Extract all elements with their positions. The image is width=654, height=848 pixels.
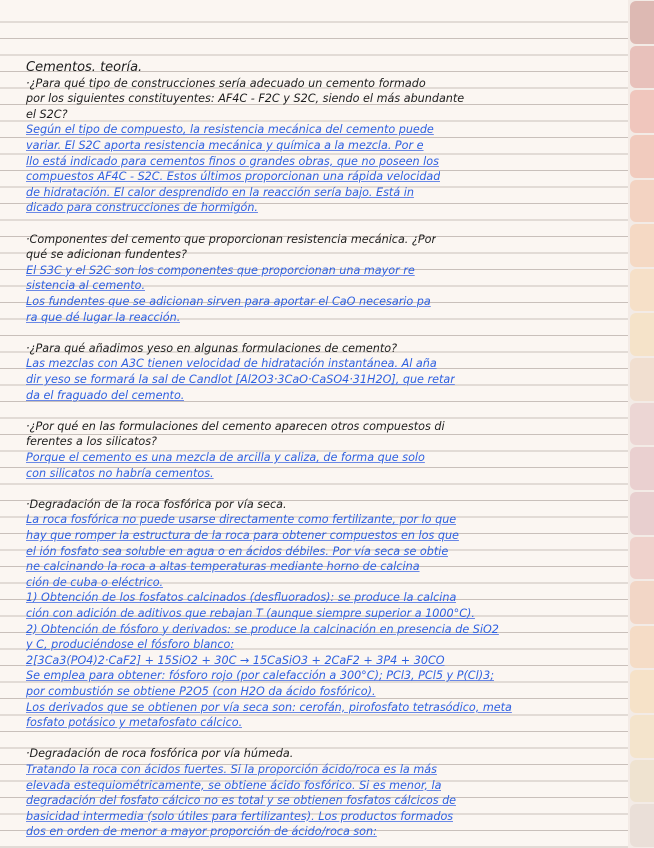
answer-text-line: basicidad intermedia (solo útiles para fertilizantes). Los productos formados (26, 809, 454, 823)
answer-text-line: el ión fosfato sea soluble en agua o en ácidos débiles. Por vía seca se obtie (26, 544, 449, 558)
question-text-line: ·¿Para qué añadimos yeso en algunas formulaciones de cemento? (26, 341, 398, 355)
answer-text-line: degradación del fosfato cálcico no es total y se obtienen fosfatos cálcicos de (26, 794, 457, 808)
question-text-line: ·Degradación de la roca fosfórica por vía seca. (26, 497, 287, 511)
section-tab[interactable] (630, 804, 654, 847)
answer-text-line: por combustión se obtiene P2O5 (con H2O da ácido fosfórico). (26, 685, 376, 698)
answer-text-line: hay que romper la estructura de la roca para obtener compuestos en los que (26, 529, 459, 542)
answer-text-line: 2[3Ca3(PO4)2·CaF2] + 15SiO2 + 30C → 15CaSiO3 + 2CaF2 + 3P4 + 30CO (26, 653, 445, 667)
answer-text-line: Las mezclas con A3C tienen velocidad de hidratación instantánea. Al aña (26, 357, 437, 371)
section-tab[interactable] (630, 492, 654, 535)
question-text-line: el S2C? (26, 107, 68, 121)
section-tab[interactable] (630, 46, 654, 89)
question-text-line: ferentes a los silicatos? (26, 435, 157, 449)
answer-text-line: da el fraguado del cemento. (26, 388, 185, 402)
answer-text-line: Según el tipo de compuesto, la resistencia mecánica del cemento puede (26, 123, 434, 137)
answer-text-line: ra que dé lugar la reacción. (26, 310, 181, 324)
notebook-tabs (628, 0, 654, 848)
answer-text-line: y C, produciéndose el fósforo blanco: (26, 638, 235, 652)
answer-text-line: dos en orden de menor a mayor proporción de ácido/roca son: (26, 825, 377, 839)
section-tab[interactable] (630, 358, 654, 401)
answer-text-line: ción con adición de aditivos que rebajan T (aunque siempre superior a 1000°C). (26, 607, 475, 620)
question-text-line: ·¿Para qué tipo de construcciones sería adecuado un cemento formado (26, 76, 426, 90)
section-tab[interactable] (630, 224, 654, 267)
question-text-line: ·Degradación de roca fosfórica por vía húmeda. (26, 747, 294, 761)
answer-text-line: Los derivados que se obtienen por vía seca son: cerofán, pirofosfato tetrasódico, meta (26, 700, 512, 714)
answer-text-line: con silicatos no habría cementos. (26, 466, 214, 480)
answer-text-line: sistencia al cemento. (26, 279, 146, 293)
section-tab[interactable] (630, 760, 654, 803)
section-tab[interactable] (630, 670, 654, 713)
answer-text-line: dir yeso se formará la sal de Candlot [Al2O3·3CaO·CaSO4·31H2O], que retar (26, 373, 455, 386)
answer-text-line: de hidratación. El calor desprendido en la reacción sería bajo. Está in (26, 185, 414, 199)
answer-text-line: elevada estequiométricamente, se obtiene ácido fosfórico. Si es menor, la (26, 778, 442, 792)
answer-text-line: ción de cuba o eléctrico. (26, 575, 164, 589)
section-tab[interactable] (630, 90, 654, 133)
section-tab[interactable] (630, 537, 654, 580)
answer-text-line: compuestos AF4C - S2C. Estos últimos proporcionan una rápida velocidad (26, 170, 441, 184)
page-title: Cementos. teoría. (26, 60, 143, 75)
section-tab[interactable] (630, 715, 654, 758)
question-text-line: qué se adicionan fundentes? (26, 248, 187, 262)
answer-text-line: dicado para construcciones de hormigón. (26, 201, 258, 215)
section-tab[interactable] (630, 626, 654, 669)
answer-text-line: La roca fosfórica no puede usarse directamente como fertilizante, por lo que (26, 513, 457, 527)
question-text-line: ·¿Por qué en las formulaciones del cemento aparecen otros compuestos di (26, 419, 445, 433)
section-tab[interactable] (630, 403, 654, 446)
section-tab[interactable] (630, 581, 654, 624)
section-tab[interactable] (630, 135, 654, 178)
section-tab[interactable] (630, 1, 654, 44)
answer-text-line: Se emplea para obtener: fósforo rojo (por calefacción a 300°C); PCl3, PCl5 y P(Cl)3; (26, 669, 494, 683)
section-tab[interactable] (630, 269, 654, 312)
answer-text-line: 1) Obtención de los fosfatos calcinados (desfluorados): se produce la calcina (26, 591, 457, 605)
answer-text-line: Porque el cemento es una mezcla de arcilla y caliza, de forma que solo (26, 451, 425, 464)
answer-text-line: 2) Obtención de fósforo y derivados: se produce la calcinación en presencia de SiO2 (26, 622, 499, 636)
question-text-line: por los siguientes constituyentes: AF4C - F2C y S2C, siendo el más abundante (26, 92, 465, 106)
question-text-line: ·Componentes del cemento que proporcionan resistencia mecánica. ¿Por (26, 232, 437, 246)
answer-text-line: llo está indicado para cementos finos o grandes obras, que no poseen los (26, 154, 439, 168)
answer-text-line: variar. El S2C aporta resistencia mecánica y química a la mezcla. Por e (26, 139, 424, 152)
answer-text-line: fosfato potásico y metafosfato cálcico. (26, 716, 243, 730)
answer-text-line: Los fundentes que se adicionan sirven para aportar el CaO necesario pa (26, 295, 431, 308)
answer-text-line: El S3C y el S2C son los componentes que proporcionan una mayor re (26, 263, 415, 277)
answer-text-line: ne calcinando la roca a altas temperaturas mediante horno de calcina (26, 560, 420, 574)
section-tab[interactable] (630, 447, 654, 490)
section-tab[interactable] (630, 313, 654, 356)
answer-text-line: Tratando la roca con ácidos fuertes. Si la proporción ácido/roca es la más (26, 763, 437, 776)
section-tab[interactable] (630, 180, 654, 223)
